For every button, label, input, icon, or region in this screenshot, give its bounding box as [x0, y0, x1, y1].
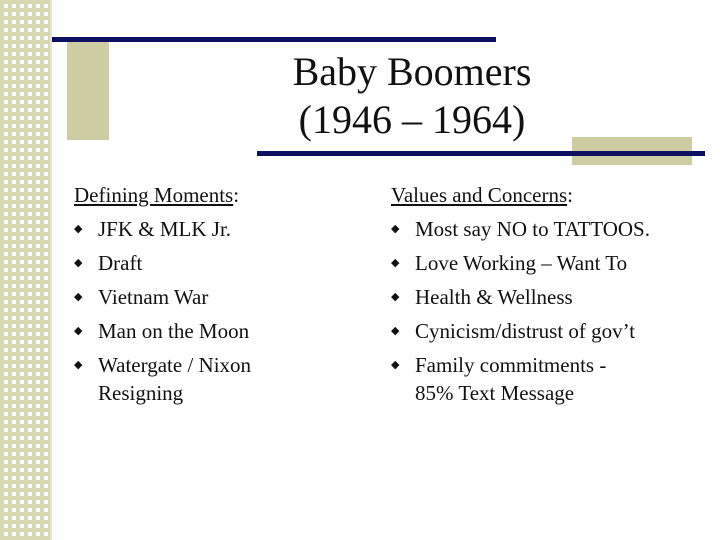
list-item: [74, 314, 324, 348]
list-item: [74, 280, 324, 314]
values-concerns-list: [391, 212, 711, 408]
list-item: [391, 246, 711, 280]
slide-title: [262, 48, 562, 144]
list-item-text: Cynicism/distrust of gov’t: [415, 319, 636, 343]
tan-accent-block-left: [67, 37, 109, 140]
heading-colon: :: [233, 183, 240, 207]
defining-moments-column: [74, 178, 324, 408]
list-item-continuation: Resigning: [98, 381, 184, 405]
slide-title-line2: (1946 – 1964): [298, 97, 526, 142]
slide-title-line1: Baby Boomers: [292, 49, 532, 94]
diamond-bullet-icon: ◆: [74, 291, 83, 303]
list-item: [391, 280, 711, 314]
list-item-text: Draft: [98, 251, 143, 275]
column-heading: [391, 178, 711, 212]
list-item: [391, 348, 711, 408]
defining-moments-heading: Defining Moments: [74, 183, 234, 207]
diamond-bullet-icon: ◆: [74, 325, 83, 337]
list-item-text: JFK & MLK Jr.: [98, 217, 232, 241]
list-item-text: Vietnam War: [98, 285, 209, 309]
diamond-bullet-icon: ◆: [74, 257, 83, 269]
diamond-bullet-icon: ◆: [391, 325, 400, 337]
list-item-text: Most say NO to TATTOOS.: [415, 217, 650, 241]
list-item-continuation: 85% Text Message: [415, 381, 575, 405]
values-concerns-column: [391, 178, 711, 408]
defining-moments-list: [74, 212, 324, 408]
column-heading: [74, 178, 324, 212]
diamond-bullet-icon: ◆: [391, 291, 400, 303]
sidebar-edge: [50, 0, 52, 540]
heading-colon: :: [567, 183, 573, 207]
list-item: [391, 314, 711, 348]
list-item: [74, 246, 324, 280]
list-item: [74, 348, 324, 408]
list-item-text: Health & Wellness: [415, 285, 573, 309]
list-item: [74, 212, 324, 246]
list-item: [391, 212, 711, 246]
diamond-bullet-icon: ◆: [74, 223, 83, 235]
list-item-text: Man on the Moon: [98, 319, 250, 343]
diamond-bullet-icon: ◆: [391, 223, 400, 235]
title-rule-bottom: [257, 151, 705, 156]
diamond-bullet-icon: ◆: [74, 359, 83, 371]
title-rule-top: [52, 37, 496, 42]
list-item-text: Watergate / Nixon: [98, 353, 252, 377]
checkered-sidebar-decoration: [0, 0, 50, 540]
values-concerns-heading: Values and Concerns: [391, 183, 568, 207]
diamond-bullet-icon: ◆: [391, 359, 400, 371]
list-item-text: Love Working – Want To: [415, 251, 628, 275]
diamond-bullet-icon: ◆: [391, 257, 400, 269]
list-item-text: Family commitments -: [415, 353, 607, 377]
